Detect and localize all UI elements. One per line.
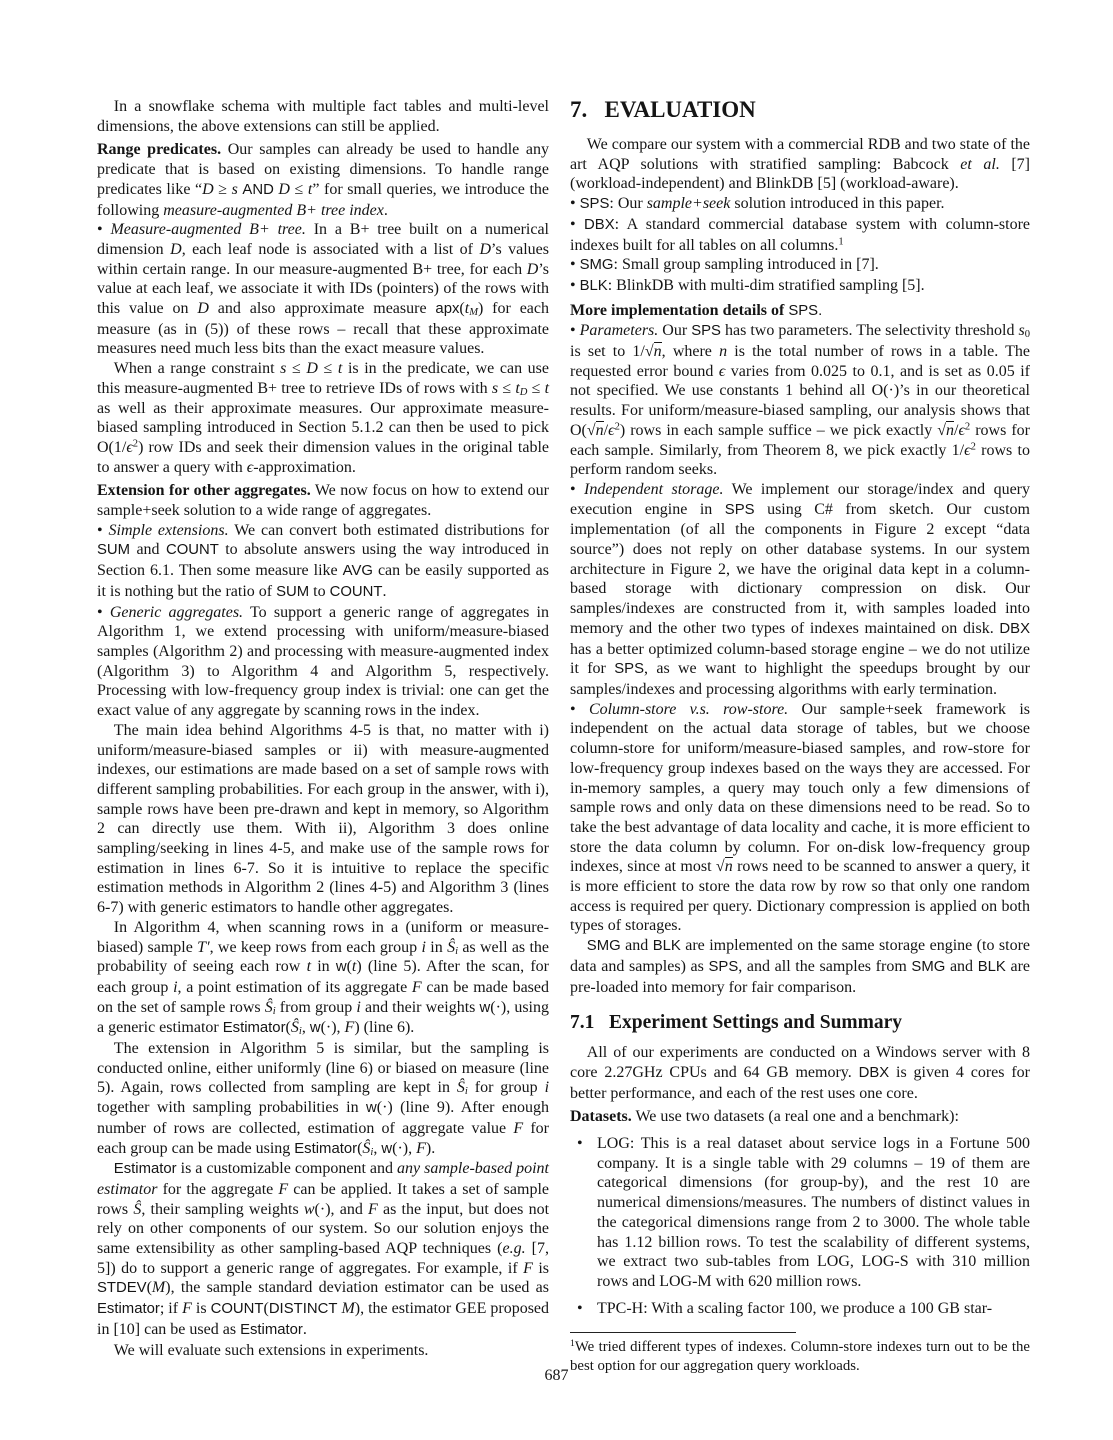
- text-run: n: [653, 343, 662, 361]
- text-run: n: [946, 421, 954, 439]
- text-run: i: [370, 1146, 374, 1158]
- text-run: w: [381, 1140, 393, 1157]
- text-run: Simple extensions.: [108, 521, 229, 539]
- text-run: , as we want to highlight the speedups brought by our samples/indexes and processing algorithms with early termination.: [570, 660, 1031, 698]
- text-run: F: [411, 978, 422, 996]
- text-run: Parameters.: [579, 322, 659, 340]
- text-run: SPS.: [788, 302, 823, 319]
- text-run: is the total number of rows in a table. The requested error bound: [570, 343, 1030, 380]
- text-run: solution introduced in this paper.: [730, 195, 945, 213]
- text-run: from group: [275, 998, 357, 1016]
- text-run: Estimator: [222, 1020, 286, 1037]
- text-run: D: [278, 180, 290, 198]
- text-run: COUNT: [329, 583, 383, 600]
- text-run: D: [526, 260, 539, 278]
- text-run: s: [231, 180, 238, 198]
- text-run: Independent storage.: [584, 480, 724, 498]
- text-run: ≥: [213, 180, 232, 198]
- text-run: in: [311, 958, 336, 976]
- text-run: has a better optimized column-based storage engine – we do not utilize it for: [570, 640, 1030, 678]
- text-run: n: [719, 343, 728, 361]
- text-run: are implemented on the same storage engine (to store data and samples) as: [570, 937, 1030, 975]
- text-run: AND: [242, 181, 274, 198]
- paragraph-generic-aggregates: [97, 603, 549, 721]
- text-run: •: [97, 221, 111, 239]
- bullet-independent-storage: [570, 480, 1030, 700]
- text-run: rows for each sample. Similarly, from Theorem 8, we pick exactly 1/: [570, 421, 1030, 459]
- text-run: , each leaf node is associated with a list of: [181, 240, 480, 258]
- text-run: ϵ: [958, 421, 965, 439]
- text-run: ϵ: [718, 362, 726, 380]
- text-run: as the input, but does not rely on other components of our system. So our solution enjoys the same extensibility as other sampling-based AQP techniques (: [97, 1200, 550, 1258]
- text-run: Ŝ: [264, 998, 273, 1016]
- text-run: w: [303, 1200, 315, 1218]
- text-run: ) rows in each sample suffice – we pick exactly: [619, 421, 938, 439]
- text-run: to absolute answers using the way introduced in Section 6.1. Then some measure like: [97, 541, 550, 580]
- text-run: i: [173, 978, 178, 996]
- text-run: .: [382, 582, 387, 600]
- paragraph-evaluate-extensions: [97, 1341, 549, 1361]
- bullet-smg: [570, 255, 1030, 276]
- text-run: Ŝ: [456, 1079, 465, 1097]
- text-run: F: [182, 1300, 192, 1318]
- text-run: •: [97, 521, 109, 539]
- text-run: ≤: [317, 360, 338, 378]
- text-run: : BlinkDB with multi-dim stratified sampling [5].: [607, 276, 925, 294]
- paragraph-extension-aggregates: [97, 481, 549, 520]
- paragraph-snowflake: [97, 97, 549, 136]
- text-run: √: [937, 421, 946, 439]
- text-run: : Small group sampling introduced in [7].: [613, 256, 879, 274]
- text-run: [7, 5]) do to support a generic range of aggregates. For example, if: [97, 1240, 550, 1277]
- text-run: : Our: [609, 195, 647, 213]
- text-run: Estimator: [240, 1321, 303, 1338]
- text-run: i: [356, 998, 361, 1016]
- text-run: Datasets.: [570, 1108, 632, 1126]
- text-run: can be easily supported as it is nothing but the ratio of: [97, 562, 549, 600]
- text-run: ≤: [286, 360, 307, 378]
- text-run: i: [544, 1079, 550, 1097]
- text-run: DBX: [858, 1064, 890, 1081]
- text-run: D: [306, 360, 318, 378]
- text-run: The main idea behind Algorithms 4-5 is that, no matter with i) uniform/measure-biased samples or ii) with measure-augmented indexes, our estimations are made based on a set of sample rows with different sampling probabilities. For each group in the answer, with i), sample rows have been pre-drawn and kept in memory, so Algorithm 2 can directly use them. With ii), Algorithm 3 does online sampling/seeking in lines 4-5, and make use of the sample rows for estimation in lines 6-7. So it is intuitive to replace the specific estimation methods in Algorithm 2 (lines 4-5) and Algorithm 3 (lines 6-7) with generic estimators to handle other aggregates.: [97, 721, 549, 917]
- text-run: ϵ: [246, 458, 254, 476]
- text-run: M: [469, 306, 478, 318]
- text-run: F: [278, 1180, 289, 1198]
- bullet-dbx: [570, 215, 1030, 255]
- text-run: t: [515, 379, 520, 397]
- text-run: ) (line 6).: [354, 1019, 415, 1037]
- text-run: measure-augmented B+ tree index: [163, 201, 384, 219]
- text-run: using C# from sketch. Our custom implementation (of all the components in Figure 2 except “data source”) does not reply on other database systems. In our system architecture in Figure 2, we have the original data kept in a column-based storage with dictionary compression on disk. Our samples/indexes are constructed from it, with samples loaded into memory and the other two types of indexes maintained on disk.: [570, 500, 1030, 637]
- text-run: 2: [970, 441, 976, 453]
- text-run: •: [570, 322, 580, 340]
- text-run: and their weights: [360, 998, 480, 1016]
- bullet-blk: [570, 276, 1030, 297]
- paragraph-measure-augmented-tree: [97, 220, 549, 359]
- paragraph-datasets: [570, 1107, 1030, 1127]
- text-run: Ŝ: [447, 938, 456, 956]
- text-run: s: [280, 360, 287, 378]
- paragraph-range-predicates: [97, 140, 549, 220]
- text-run: has two parameters. The selectivity threshold: [720, 322, 1019, 340]
- subsection-heading-experiment-settings: [570, 1011, 1030, 1034]
- text-run: •: [570, 480, 584, 498]
- text-run: D: [202, 180, 214, 198]
- text-run: BLK: [652, 938, 681, 955]
- text-run: /: [954, 421, 959, 439]
- text-run: (: [459, 300, 465, 318]
- text-run: can be made based on the set of sample rows: [97, 978, 549, 1016]
- text-run: t: [306, 958, 312, 976]
- text-run: SUM: [276, 583, 310, 600]
- text-run: is given 4 cores for better performance, and each of the rest uses one core.: [570, 1063, 1030, 1102]
- text-run: ≤: [527, 379, 545, 397]
- text-run: 7.1: [570, 1012, 595, 1034]
- text-run: e.g.: [502, 1240, 526, 1258]
- text-run: F: [344, 1019, 355, 1037]
- paragraph-main-idea: [97, 721, 549, 918]
- text-run: t: [464, 300, 470, 318]
- text-run: , where: [661, 343, 720, 361]
- text-run: varies from 0.025 to 0.1, and is set as 0.05 if not specified. We use constants 1 behind all O(·)’s in our theoretical results. For uniform/measure-biased sampling, our analysis shows that O(: [570, 362, 1030, 439]
- text-run: (·),: [320, 1019, 345, 1037]
- text-run: is a customizable component and: [176, 1160, 398, 1178]
- text-run: TPC-H: With a scaling factor 100, we produce a 100 GB star-: [597, 1299, 993, 1317]
- right-column: [570, 97, 1030, 1375]
- text-run: SMG: [911, 958, 946, 975]
- text-run: is set to 1/: [570, 343, 645, 361]
- text-run: ,: [373, 1139, 382, 1157]
- list-item-tpch: [570, 1299, 1030, 1319]
- paragraph-implementation-details: [570, 301, 1030, 322]
- text-run: EVALUATION: [604, 97, 756, 122]
- text-run: SUM: [97, 542, 131, 559]
- text-run: Generic aggregates.: [109, 603, 244, 621]
- text-run: ), the sample standard deviation estimator can be used as: [165, 1279, 549, 1297]
- text-run: -approximation.: [253, 458, 356, 476]
- text-run: .: [302, 1320, 307, 1338]
- text-run: •: [97, 603, 110, 621]
- text-run: as well as their approximate measures. Our approximate measure-biased sampling introduced in Section 5.1.2 can then be used to pick O(1/: [97, 399, 549, 456]
- text-run: Our samples can already be used to handle any predicate that is based on existing dimensions. To handle range predicates like “: [97, 141, 549, 198]
- text-run: SPS: [691, 323, 721, 340]
- paragraph-simple-extensions: [97, 521, 549, 603]
- text-run: w: [335, 959, 347, 976]
- text-run: Experiment Settings and Summary: [609, 1012, 903, 1034]
- text-run: (: [346, 958, 352, 976]
- text-run: 1: [838, 236, 844, 248]
- text-run: is in the predicate, we can use this measure-augmented B+ tree to retrieve IDs of rows with: [97, 360, 550, 397]
- text-run: The extension in Algorithm 5 is similar, but the sampling is conducted online, either uniformly (line 6) or biased on measure (line 5). Again, rows collected from sampling are kept in: [97, 1040, 549, 1097]
- text-run: .: [383, 201, 388, 219]
- paragraph-compare-systems: [570, 135, 1030, 194]
- text-run: SPS: [579, 196, 610, 213]
- text-run: (: [357, 1139, 363, 1157]
- text-run: DBX: [999, 620, 1030, 637]
- paragraph-smg-blk-storage: [570, 936, 1030, 997]
- text-run: are pre-loaded into memory for fair comparison.: [570, 957, 1030, 996]
- text-run: Estimator: [294, 1140, 358, 1157]
- text-run: t: [351, 958, 357, 976]
- bullet-column-vs-row-store: [570, 700, 1030, 936]
- text-run: s: [491, 379, 499, 397]
- text-run: •: [570, 215, 585, 233]
- text-run: (·), and: [314, 1200, 369, 1218]
- text-run: In a snowflake schema with multiple fact tables and multi-level dimensions, the above extensions can still be applied.: [97, 98, 549, 135]
- text-run: F: [513, 1119, 524, 1137]
- text-run: together with sampling probabilities in: [97, 1099, 367, 1117]
- footnote-rule: [570, 1332, 796, 1333]
- text-run: t: [337, 360, 343, 378]
- text-run: (: [146, 1279, 152, 1297]
- text-run: COUNT: [165, 542, 219, 559]
- text-run: ϵ: [964, 441, 971, 459]
- text-run: for the aggregate: [157, 1180, 279, 1198]
- text-run: , their sampling weights: [141, 1200, 304, 1218]
- text-run: AVG: [342, 563, 373, 580]
- paragraph-experiment-hardware: [570, 1043, 1030, 1103]
- text-run: SPS: [614, 661, 644, 678]
- text-run: F: [416, 1139, 426, 1157]
- text-run: ), the estimator GEE proposed in [10] can be used as: [97, 1300, 550, 1338]
- text-run: COUNT: [210, 1301, 264, 1318]
- text-run: (: [285, 1019, 291, 1037]
- paragraph-range-constraint: [97, 359, 549, 477]
- text-run: rows to perform random seeks.: [570, 441, 1031, 479]
- text-run: When a range constraint: [113, 360, 281, 378]
- text-run: and: [620, 937, 653, 955]
- text-run: D: [519, 386, 528, 398]
- text-run: t: [544, 379, 550, 397]
- text-run: ,: [301, 1019, 310, 1037]
- text-run: 2: [614, 421, 620, 433]
- text-run: w: [366, 1100, 377, 1117]
- text-run: ” for small queries, we introduce the following: [97, 180, 550, 219]
- text-run: and: [130, 541, 166, 559]
- text-run: rows need to be scanned to answer a query, it is more efficient to store the data row by row so that only one random access is required per query. Dictionary compression is applied on both types of storages.: [570, 858, 1030, 935]
- text-run: D: [479, 240, 491, 258]
- text-run: n: [595, 421, 604, 439]
- text-run: √: [644, 343, 654, 361]
- page-number: 687: [544, 1367, 569, 1384]
- text-run: as well as the probability of seeing each row: [97, 938, 550, 976]
- bullet-marker: •: [577, 1299, 583, 1317]
- text-run: Our sample+seek framework is independent on the actual data storage of tables, but we choose column-store for uniform/measure-biased samples, and row-store for low-frequency group indexes based on the ways they are accessed. For in-memory samples, a query may touch only a few dimensions of sample rows and only data on these dimensions need to be read. So to take the best advantage of data locality and cache, it is more efficient to store the data column by column. For on-disk low-frequency group indexes, since at most: [570, 700, 1031, 876]
- text-run: SMG: [586, 938, 621, 955]
- text-run: DISTINCT: [268, 1301, 338, 1318]
- text-run: in: [425, 938, 448, 956]
- text-run: ’s value at each leaf, we associate it with IDs (pointers) of the rows with this value on: [97, 260, 549, 318]
- text-run: 7.: [570, 97, 588, 122]
- bullet-sps: [570, 194, 1030, 215]
- text-run: 1: [570, 1338, 575, 1350]
- text-run: Ŝ: [362, 1139, 371, 1157]
- text-run: We now focus on how to extend our sample+seek solution to a wide range of aggregates.: [97, 482, 549, 520]
- text-run: et al.: [960, 155, 1000, 173]
- text-run: , a point estimation of its aggregate: [177, 978, 412, 996]
- text-run: •: [570, 195, 580, 213]
- text-run: ; if: [159, 1300, 183, 1318]
- text-run: ’s values within certain range. In our measure-augmented B+ tree, for each: [97, 240, 549, 278]
- text-run: D: [170, 240, 182, 258]
- text-run: To support a generic range of aggregates in Algorithm 1, we extend processing with uniform/measure-biased samples (Algorithm 2) and processing with measure-augmented index (Algorithm 3) to Algorithm 4 and Algorithm 5, respectively. Processing with low-frequency group index is trivial: one can get the exact value of any aggregate by scanning rows in the index.: [97, 603, 549, 720]
- text-run: SPS: [708, 958, 739, 975]
- text-run: √: [715, 858, 725, 876]
- text-run: w: [479, 999, 491, 1016]
- text-run: apx: [435, 301, 460, 318]
- text-run: Column-store v.s. row-store.: [588, 700, 789, 718]
- text-run: SPS: [724, 501, 755, 518]
- text-run: for group: [467, 1079, 545, 1097]
- text-run: M: [151, 1279, 166, 1297]
- text-run: •: [570, 700, 589, 718]
- text-run: Extension for other aggregates.: [97, 482, 311, 500]
- text-run: SMG: [579, 257, 614, 274]
- text-run: (: [263, 1300, 269, 1318]
- paragraph-algorithm5: [97, 1039, 549, 1159]
- text-run: any sample-based point estimator: [97, 1160, 549, 1198]
- paragraph-estimator: [97, 1159, 549, 1340]
- text-run: We implement our storage/index and query execution engine in: [570, 480, 1030, 518]
- text-run: ≤: [289, 180, 308, 198]
- text-run: We compare our system with a commercial RDB and two state of the art AQP solutions with stratified sampling: Babcock: [570, 136, 1030, 173]
- text-run: F: [368, 1200, 378, 1218]
- text-run: ) row IDs and seek their dimension values in the original table to answer a query with: [97, 438, 549, 476]
- bullet-parameters: [570, 321, 1030, 480]
- text-run: 2: [964, 421, 971, 433]
- text-run: Our: [658, 322, 692, 340]
- text-run: LOG: This is a real dataset about service logs in a Fortune 500 company. It is a single table with 29 columns – 19 of them are categorical dimensions (for group-by), and the rest 10 are numerical dimensions/measures. The numbers of distinct values in the categorical dimensions range from 2 to 3000. The whole table has 1.12 billion rows. To test the scalability of different systems, we extract two sub-tables from LOG, LOG-S with 310 million rows and LOG-M with 620 million rows.: [597, 1135, 1030, 1290]
- text-run: ϵ: [126, 438, 133, 456]
- text-run: to: [309, 582, 330, 600]
- text-run: s: [1018, 322, 1025, 340]
- text-run: and also approximate measure: [208, 300, 436, 318]
- text-run: [7] (workload-independent) and BlinkDB [5] (workload-aware).: [570, 155, 1031, 193]
- text-run: ) (line 5). After the scan, for each group: [97, 958, 549, 996]
- text-run: We tried different types of indexes. Column-store indexes turn out to be the best option for our aggregation query workloads.: [570, 1339, 1030, 1374]
- text-run: : A standard commercial database system with column-store indexes built for all tables on all columns.: [570, 215, 1031, 254]
- text-run: •: [570, 276, 580, 294]
- text-run: sample+seek: [646, 195, 731, 213]
- text-run: , and all the samples from: [738, 957, 912, 975]
- text-run: (·),: [392, 1139, 417, 1157]
- left-column: [97, 97, 549, 1360]
- text-run: Estimator: [113, 1161, 177, 1178]
- text-run: and: [945, 957, 978, 975]
- text-run: , we keep rows from each group: [209, 938, 422, 956]
- text-run: D: [197, 300, 209, 318]
- text-run: w: [309, 1020, 321, 1037]
- text-run: 0: [1024, 329, 1030, 341]
- text-run: BLK: [977, 958, 1006, 975]
- list-item-log: [570, 1134, 1030, 1292]
- text-run: i: [298, 1026, 302, 1038]
- text-run: ≤: [498, 379, 516, 397]
- paragraph-algorithm4: [97, 918, 549, 1039]
- text-run: Measure-augmented B+ tree.: [110, 221, 306, 239]
- bullet-marker: •: [577, 1135, 583, 1153]
- text-run: √: [586, 421, 596, 439]
- text-run: We can convert both estimated distributions for: [228, 521, 550, 539]
- text-run: t: [307, 180, 313, 198]
- text-run: In a B+ tree built on a numerical dimension: [97, 221, 549, 258]
- text-run: T′: [197, 938, 210, 956]
- text-run: i: [272, 1005, 276, 1017]
- text-run: ).: [425, 1139, 436, 1157]
- text-run: i: [455, 945, 458, 957]
- text-run: M: [341, 1300, 355, 1318]
- text-run: We use two datasets (a real one and a benchmark):: [631, 1108, 959, 1126]
- text-run: (·) (line 9). After enough number of rows are collected, estimation of aggregate value: [97, 1099, 550, 1137]
- text-run: n: [724, 858, 733, 876]
- text-run: All of our experiments are conducted on a Windows server with 8 core 2.27GHz CPUs and 64 GB memory.: [570, 1044, 1030, 1081]
- text-run: i: [464, 1086, 468, 1098]
- text-run: /: [603, 421, 609, 439]
- text-run: F: [523, 1259, 533, 1277]
- text-run: for each group can be made using: [97, 1119, 549, 1157]
- text-run: Range predicates.: [97, 141, 222, 159]
- text-run: 2: [132, 438, 139, 450]
- text-run: In Algorithm 4, when scanning rows in a (uniform or measure-biased) sample: [97, 918, 549, 956]
- text-run: is: [191, 1300, 211, 1318]
- text-run: DBX: [584, 216, 615, 233]
- section-heading-evaluation: [570, 97, 1030, 123]
- text-run: i: [421, 938, 426, 956]
- text-run: We will evaluate such extensions in experiments.: [113, 1341, 429, 1359]
- text-run: is: [532, 1259, 549, 1277]
- text-run: More implementation details of: [570, 301, 789, 319]
- text-run: •: [570, 256, 580, 274]
- text-run: Estimator: [97, 1301, 160, 1318]
- text-run: (·), using a generic estimator: [97, 998, 549, 1037]
- text-run: Ŝ: [290, 1019, 299, 1037]
- text-run: BLK: [579, 277, 608, 294]
- text-run: Ŝ: [133, 1200, 142, 1218]
- text-run: ) for each measure (as in (5)) of these rows – recall that these approximate measures need much less bits than the exact measure values.: [97, 300, 550, 358]
- text-run: can be applied. It takes a set of sample rows: [97, 1180, 549, 1218]
- text-run: ϵ: [608, 421, 615, 439]
- text-run: STDEV: [97, 1280, 147, 1297]
